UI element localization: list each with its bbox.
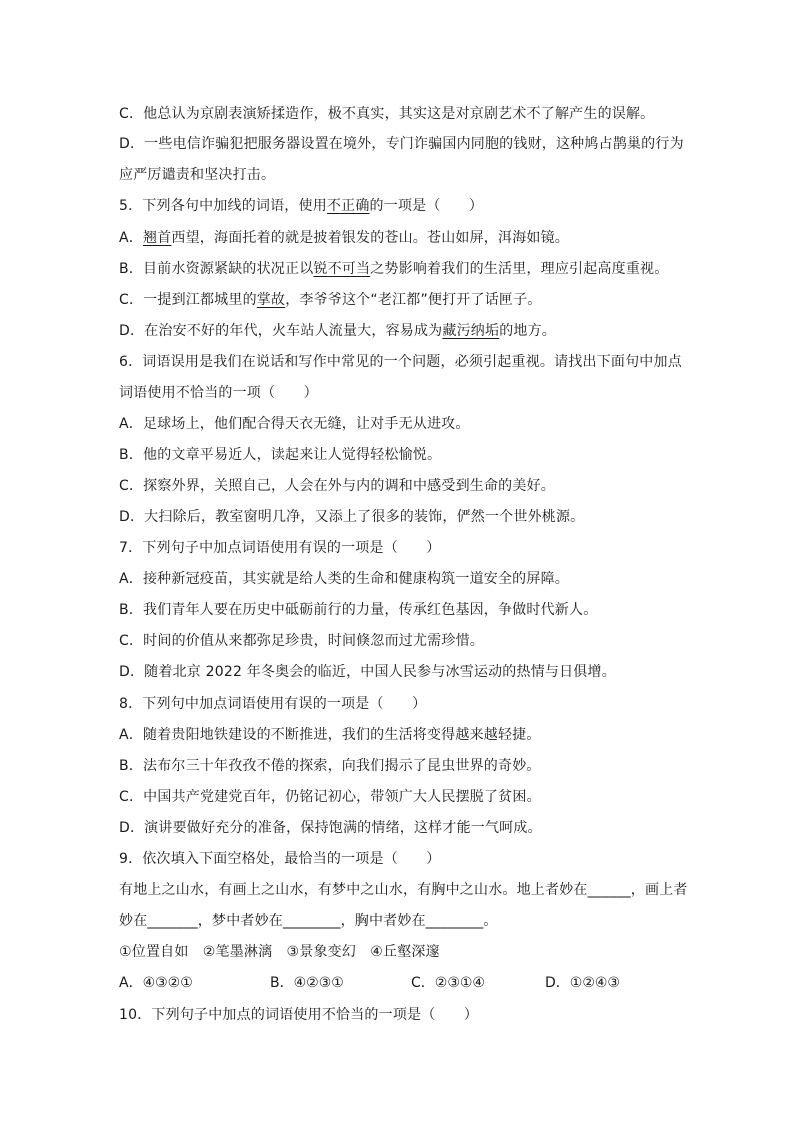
q8-option-a: A．随着贵阳地铁建设的不断推进，我们的生活将变得越来越轻捷。 bbox=[119, 727, 541, 743]
q5d-underlined: 藏污纳垢 bbox=[442, 323, 500, 339]
q5-option-d bbox=[119, 321, 556, 341]
q5a-prefix: A． bbox=[119, 230, 143, 246]
line-1: C．他总认为京剧表演矫揉造作，极不真实，其实这是对京剧艺术不了解产生的误解。 bbox=[119, 106, 655, 122]
q9-option-b: B．④②③① bbox=[270, 975, 344, 991]
q7-option-d: D．随着北京 2022 年冬奥会的临近，中国人民参与冰雪运动的热情与日俱增。 bbox=[119, 664, 616, 680]
q5b-rest: 之势影响着我们的生活里，理应引起高度重视。 bbox=[370, 261, 669, 277]
q6-option-c: C．探察外界，关照自己，人会在外与内的调和中感受到生命的美好。 bbox=[119, 478, 555, 494]
q9-choices: ①位置自如 ②笔墨淋漓 ③景象变幻 ④丘壑深邃 bbox=[119, 944, 440, 960]
line-3: 应严厉谴责和坚决打击。 bbox=[119, 167, 276, 183]
question-8-stem: 8．下列句中加点词语使用有误的一项是（ ） bbox=[119, 696, 427, 712]
q5c-underlined: 掌故 bbox=[256, 292, 286, 308]
q5d-rest: 的地方。 bbox=[499, 323, 557, 339]
q9-option-d: D．①②④③ bbox=[545, 975, 620, 991]
q5-option-b bbox=[119, 259, 668, 279]
line-2: D．一些电信诈骗犯把服务器设置在境外，专门诈骗国内同胞的钱财，这种鸠占鹊巢的行为 bbox=[119, 136, 684, 152]
q5c-prefix: C．一提到江都城里的 bbox=[119, 292, 257, 308]
question-9-stem: 9．依次填入下面空格处，最恰当的一项是（ ） bbox=[119, 851, 441, 867]
question-7-stem: 7．下列句子中加点词语使用有误的一项是（ ） bbox=[119, 540, 441, 556]
q5b-prefix: B．目前水资源紧缺的状况正以 bbox=[119, 261, 314, 277]
q5-option-a bbox=[119, 228, 569, 248]
q7-option-c: C．时间的价值从来都弥足珍贵，时间倏忽而过尤需珍惜。 bbox=[119, 633, 484, 649]
q5-option-c bbox=[119, 290, 542, 310]
q8-option-b: B．法布尔三十年孜孜不倦的探索，向我们揭示了昆虫世界的奇妙。 bbox=[119, 758, 541, 774]
q7-option-b: B．我们青年人要在历史中砥砺前行的力量，传承红色基因，争做时代新人。 bbox=[119, 602, 598, 618]
q5-stem-b: 的一项是（ ） bbox=[369, 198, 484, 214]
q9-passage-2: 妙在_______，梦中者妙在________，胸中者妙在________。 bbox=[119, 913, 498, 929]
question-6-stem: 6．词语误用是我们在说话和写作中常见的一个问题，必须引起重视。请找出下面句中加点 bbox=[119, 354, 682, 370]
q5-stem-a: 5．下列各句中加线的词语，使用 bbox=[119, 198, 327, 214]
q5a-underlined: 翘首 bbox=[142, 230, 172, 246]
q5d-prefix: D．在治安不好的年代，火车站人流量大，容易成为 bbox=[119, 323, 443, 339]
q8-option-c: C．中国共产党建党百年，仍铭记初心，带领广大人民摆脱了贫困。 bbox=[119, 789, 541, 805]
q9-option-c: C．②③①④ bbox=[411, 975, 485, 991]
q6-option-a: A．足球场上，他们配合得天衣无缝，让对手无从进攻。 bbox=[119, 416, 470, 432]
q8-option-d: D．演讲要做好充分的准备，保持饱满的情绪，这样才能一气呵成。 bbox=[119, 820, 542, 836]
question-6-stem-cont: 词语使用不恰当的一项（ ） bbox=[119, 385, 318, 401]
q6-option-b: B．他的文章平易近人，读起来让人觉得轻松愉悦。 bbox=[119, 447, 442, 463]
q9-passage-1: 有地上之山水，有画上之山水，有梦中之山水，有胸中之山水。地上者妙在______，画上者 bbox=[119, 882, 688, 898]
q5c-rest: ，李爷爷这个“老江都”便打开了话匣子。 bbox=[285, 292, 542, 308]
q5b-underlined: 锐不可当 bbox=[313, 261, 371, 277]
question-5-stem bbox=[119, 196, 483, 216]
question-10-stem: 10．下列句子中加点的词语使用不恰当的一项是（ ） bbox=[119, 1007, 479, 1023]
q7-option-a: A．接种新冠疫苗，其实就是给人类的生命和健康构筑一道安全的屏障。 bbox=[119, 571, 569, 587]
q5a-rest: 西望，海面托着的就是披着银发的苍山。苍山如屏，洱海如镜。 bbox=[171, 230, 569, 246]
q5-stem-underlined: 不正确 bbox=[326, 198, 370, 214]
q6-option-d: D．大扫除后，教室窗明几净，又添上了很多的装饰，俨然一个世外桃源。 bbox=[119, 509, 585, 525]
q9-option-a: A．④③②① bbox=[119, 975, 193, 991]
